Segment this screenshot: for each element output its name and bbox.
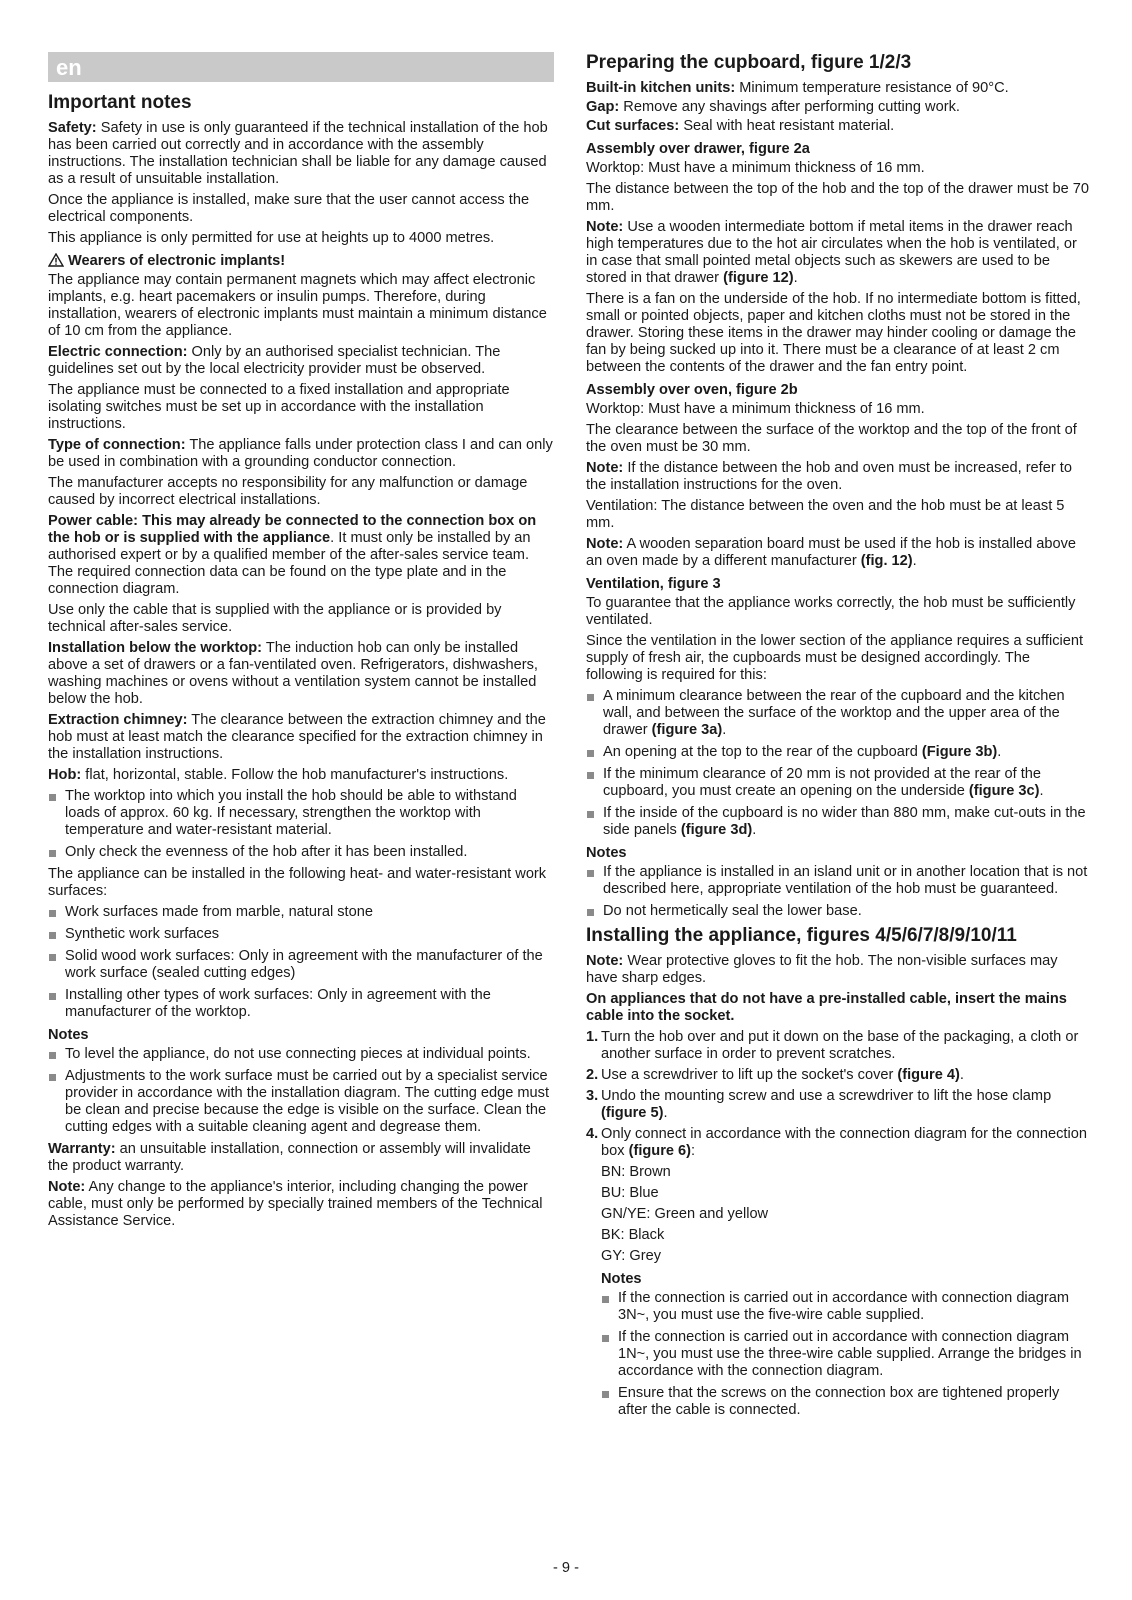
safety-label: Safety: bbox=[48, 120, 97, 136]
notes-heading: Notes bbox=[586, 845, 627, 861]
square-bullet-icon bbox=[49, 850, 56, 857]
ventilation-heading: Ventilation, figure 3 bbox=[586, 576, 721, 592]
list-item: Installing other types of work surfaces: Only in agreement with the manufacturer of the worktop. bbox=[48, 987, 554, 1021]
drawer-worktop-paragraph: Worktop: Must have a minimum thickness of 16 mm. bbox=[586, 160, 925, 176]
installing-heading: Installing the appliance, figures 4/5/6/7/8/9/10/11 bbox=[586, 925, 1017, 946]
square-bullet-icon bbox=[49, 932, 56, 939]
ventilation-bullet-list bbox=[586, 688, 1089, 839]
drawer-distance-paragraph: The distance between the top of the hob and the top of the drawer must be 70 mm. bbox=[586, 181, 1090, 214]
right-column bbox=[586, 52, 1089, 1424]
components-paragraph: Once the appliance is installed, make sure that the user cannot access the electrical components. bbox=[48, 192, 530, 225]
notes-heading: Notes bbox=[48, 1027, 89, 1043]
manufacturer-paragraph: The manufacturer accepts no responsibility for any malfunction or damage caused by incorrect electrical installations. bbox=[48, 475, 528, 508]
square-bullet-icon bbox=[49, 910, 56, 917]
install-note-paragraph: Note: Wear protective gloves to fit the hob. The non-visible surfaces may have sharp edges. bbox=[586, 953, 1058, 986]
step-item: 1. Turn the hob over and put it down on the base of the packaging, a cloth or another surface in order to prevent scratches. bbox=[586, 1029, 1079, 1062]
square-bullet-icon bbox=[49, 794, 56, 801]
install-bold-paragraph: On appliances that do not have a pre-installed cable, insert the mains cable into the socket. bbox=[586, 991, 1067, 1024]
drawer-heading: Assembly over drawer, figure 2a bbox=[586, 141, 810, 157]
list-item: Ensure that the screws on the connection box are tightened properly after the cable is connected. bbox=[601, 1385, 1089, 1419]
surfaces-paragraph: The appliance can be installed in the following heat- and water-resistant work surfaces: bbox=[48, 866, 547, 899]
list-item: Adjustments to the work surface must be carried out by a specialist service provider in accordance with the installation diagram. The cutting edge must be clean and precise because the edge is visible on the surface. Clean the cutting edges with a suitable cleaning agent and degrease them. bbox=[48, 1068, 554, 1136]
oven-note-paragraph: Note: If the distance between the hob and oven must be increased, refer to the installation instructions for the oven. bbox=[586, 460, 1072, 493]
list-item: Do not hermetically seal the lower base. bbox=[586, 903, 1089, 920]
square-bullet-icon bbox=[587, 750, 594, 757]
electric-paragraph: Electric connection: Only by an authorised specialist technician. The guidelines set out by the local electricity provider must be observed. bbox=[48, 344, 501, 377]
oven-clearance-paragraph: The clearance between the surface of the worktop and the top of the front of the oven must be 30 mm. bbox=[586, 422, 1077, 455]
notes-bullet-list bbox=[48, 1046, 554, 1136]
list-item: If the inside of the cupboard is no wider than 880 mm, make cut-outs in the side panels (figure 3d). bbox=[586, 805, 1089, 839]
square-bullet-icon bbox=[587, 694, 594, 701]
step-item: 3. Undo the mounting screw and use a screwdriver to lift the hose clamp (figure 5). bbox=[586, 1088, 1052, 1121]
left-column bbox=[48, 52, 554, 1234]
heights-paragraph: This appliance is only permitted for use at heights up to 4000 metres. bbox=[48, 230, 495, 246]
important-notes-heading: Important notes bbox=[48, 92, 192, 113]
square-bullet-icon bbox=[587, 870, 594, 877]
oven-worktop-paragraph: Worktop: Must have a minimum thickness of 16 mm. bbox=[586, 401, 925, 417]
list-item: A minimum clearance between the rear of the cupboard and the kitchen wall, and between the surface of the worktop and the upper area of the drawer (figure 3a). bbox=[586, 688, 1089, 739]
list-item: If the connection is carried out in accordance with connection diagram 1N~, you must use the three-wire cable supplied. Arrange the bridges in accordance with the connection diagram. bbox=[601, 1329, 1089, 1380]
square-bullet-icon bbox=[602, 1335, 609, 1342]
preparing-cupboard-heading: Preparing the cupboard, figure 1/2/3 bbox=[586, 52, 912, 73]
gap-paragraph: Gap: Remove any shavings after performing cutting work. bbox=[586, 99, 960, 115]
square-bullet-icon bbox=[602, 1391, 609, 1398]
wire-item: BK: Black bbox=[601, 1227, 665, 1243]
surface-bullet-list bbox=[48, 904, 554, 1021]
list-item: Only check the evenness of the hob after it has been installed. bbox=[48, 844, 554, 861]
oven-heading: Assembly over oven, figure 2b bbox=[586, 382, 798, 398]
square-bullet-icon bbox=[49, 993, 56, 1000]
step-item: 4. Only connect in accordance with the connection diagram for the connection box (figure 6): bbox=[586, 1126, 1087, 1159]
square-bullet-icon bbox=[587, 811, 594, 818]
step-item: 2. Use a screwdriver to lift up the socket's cover (figure 4). bbox=[586, 1067, 964, 1083]
drawer-fan-paragraph: There is a fan on the underside of the hob. If no intermediate bottom is fitted, small or pointed objects, paper and kitchen cloths must not be stored in the drawer. Storing these items in the drawer may hinder cooling or damage the fan by being sucked up into it. There must be a clearance of at least 2 cm between the contents of the drawer and the fan entry point. bbox=[586, 291, 1081, 375]
warranty-paragraph: Warranty: an unsuitable installation, connection or assembly will invalidate the product warranty. bbox=[48, 1141, 531, 1174]
builtin-paragraph: Built-in kitchen units: Minimum temperature resistance of 90°C. bbox=[586, 80, 1009, 96]
ventilation-paragraph-1: To guarantee that the appliance works correctly, the hob must be sufficiently ventilated. bbox=[586, 595, 1076, 628]
language-tag: en bbox=[48, 52, 554, 82]
chimney-paragraph: Extraction chimney: The clearance between the extraction chimney and the hob must at least match the clearance specified for the extraction chimney in the installation instructions. bbox=[48, 712, 546, 762]
installation-paragraph: Installation below the worktop: The induction hob can only be installed above a set of drawers or a fan-ventilated oven. Refrigerators, dishwashers, washing machines or ovens without a ventilation system cannot be installed below the hob. bbox=[48, 640, 538, 707]
list-item: Synthetic work surfaces bbox=[48, 926, 554, 943]
implants-paragraph: The appliance may contain permanent magnets which may affect electronic implants, e.g. heart pacemakers or insulin pumps. Therefore, during installation, wearers of electronic implants must maintain a minimum distance of 10 cm from the appliance. bbox=[48, 272, 547, 339]
drawer-note-paragraph: Note: Use a wooden intermediate bottom if metal items in the drawer reach high temperatures due to the hot air circulates when the hob is ventilated, or in case that small pointed metal objects such as skewers are used to be stored in that drawer (figure 12). bbox=[586, 219, 1077, 286]
square-bullet-icon bbox=[587, 909, 594, 916]
implants-heading: Wearers of electronic implants! bbox=[48, 253, 554, 270]
use-only-paragraph: Use only the cable that is supplied with the appliance or is provided by technical after-sales service. bbox=[48, 602, 502, 635]
list-item: To level the appliance, do not use connecting pieces at individual points. bbox=[48, 1046, 554, 1063]
installation-steps bbox=[586, 1029, 1089, 1160]
list-item: If the connection is carried out in accordance with connection diagram 3N~, you must use the five-wire cable supplied. bbox=[601, 1290, 1089, 1324]
wire-item: GN/YE: Green and yellow bbox=[601, 1206, 769, 1222]
hob-bullet-list bbox=[48, 788, 554, 861]
page-number: - 9 - bbox=[553, 1560, 579, 1576]
cut-surfaces-paragraph: Cut surfaces: Seal with heat resistant material. bbox=[586, 118, 895, 134]
warning-triangle-icon bbox=[48, 253, 64, 267]
notes-heading: Notes bbox=[601, 1271, 642, 1287]
ventilation-paragraph-2: Since the ventilation in the lower section of the appliance requires a sufficient supply of fresh air, the cupboards must be designed accordingly. The following is required for this: bbox=[586, 633, 1084, 683]
list-item: The worktop into which you install the hob should be able to withstand loads of approx. 60 kg. If necessary, strengthen the worktop with temperature and water-resistant material. bbox=[48, 788, 554, 839]
square-bullet-icon bbox=[49, 1052, 56, 1059]
list-item: An opening at the top to the rear of the cupboard (Figure 3b). bbox=[586, 744, 1089, 761]
list-item: If the appliance is installed in an island unit or in another location that is not described here, appropriate ventilation of the hob must be guaranteed. bbox=[586, 864, 1089, 898]
connection-notes-list bbox=[601, 1290, 1089, 1419]
wire-color-list bbox=[601, 1164, 1089, 1265]
oven-ventilation-paragraph: Ventilation: The distance between the oven and the hob must be at least 5 mm. bbox=[586, 498, 1065, 531]
square-bullet-icon bbox=[587, 772, 594, 779]
hob-paragraph: Hob: flat, horizontal, stable. Follow the hob manufacturer's instructions. bbox=[48, 767, 509, 783]
oven-note2-paragraph: Note: A wooden separation board must be used if the hob is installed above an oven made by a different manufacturer (fig. 12). bbox=[586, 536, 1077, 569]
wire-item: GY: Grey bbox=[601, 1248, 662, 1264]
square-bullet-icon bbox=[602, 1296, 609, 1303]
list-item: Solid wood work surfaces: Only in agreement with the manufacturer of the work surface (sealed cutting edges) bbox=[48, 948, 554, 982]
note-paragraph: Note: Any change to the appliance's interior, including changing the power cable, must only be performed by specially trained members of the Technical Assistance Service. bbox=[48, 1179, 543, 1229]
notes-bullet-list bbox=[586, 864, 1089, 920]
list-item: Work surfaces made from marble, natural stone bbox=[48, 904, 554, 921]
power-cable-paragraph: Power cable: This may already be connected to the connection box on the hob or is supplied with the appliance. It must only be installed by an authorised expert or by a qualified member of the after-sales service team. The required connection data can be found on the type plate and in the connection diagram. bbox=[48, 513, 537, 597]
square-bullet-icon bbox=[49, 1074, 56, 1081]
connection-notes bbox=[601, 1271, 1089, 1419]
wire-item: BU: Blue bbox=[601, 1185, 659, 1201]
list-item: If the minimum clearance of 20 mm is not provided at the rear of the cupboard, you must create an opening on the underside (figure 3c). bbox=[586, 766, 1089, 800]
wire-item: BN: Brown bbox=[601, 1164, 671, 1180]
safety-paragraph: Safety: Safety in use is only guaranteed if the technical installation of the hob has been carried out correctly and in accordance with the assembly instructions. The installation technician shall be liable for any damage caused as a result of unsuitable installation. bbox=[48, 120, 548, 187]
square-bullet-icon bbox=[49, 954, 56, 961]
fixed-installation-paragraph: The appliance must be connected to a fixed installation and appropriate isolating switches must be set up in accordance with the installation instructions. bbox=[48, 382, 510, 432]
type-connection-paragraph: Type of connection: The appliance falls under protection class I and can only be used in combination with a grounding conductor connection. bbox=[48, 437, 553, 470]
